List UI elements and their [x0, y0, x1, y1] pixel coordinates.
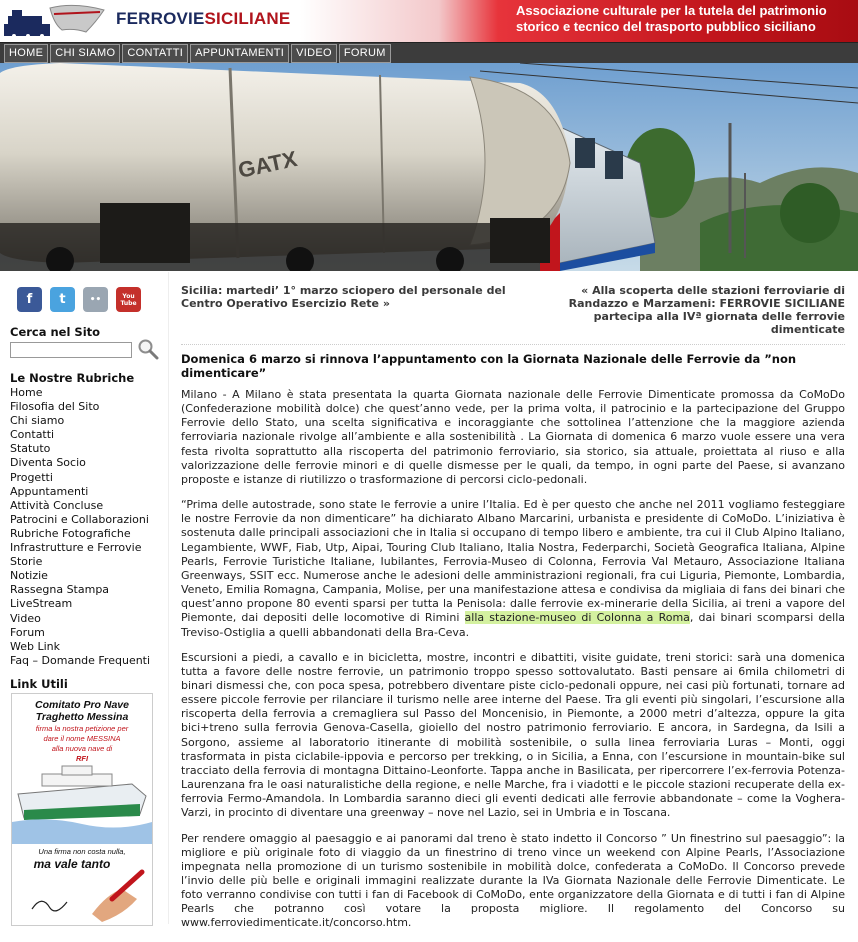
traghetto-messina-banner[interactable] [11, 693, 153, 926]
tagline-line2: storico e tecnico del trasporto pubblico siciliano [516, 19, 816, 34]
rubrica-link[interactable]: Forum [10, 625, 45, 639]
rubrica-link[interactable]: Faq – Domande Frequenti [10, 653, 151, 667]
divider [181, 344, 845, 345]
previous-post-link[interactable]: Sicilia: martedi’ 1° marzo sciopero del personale del Centro Operativo Esercizio Rete » [181, 284, 506, 310]
ad-slogan-1: Una firma non costa nulla, [38, 847, 126, 856]
rubrica-link[interactable]: Contatti [10, 428, 55, 442]
rubrica-link[interactable]: Diventa Socio [10, 456, 86, 470]
nav-home[interactable]: HOME [4, 44, 48, 63]
ad-slogan-2: ma vale tanto [33, 857, 111, 871]
search-icon[interactable] [137, 338, 159, 360]
nav-video[interactable]: VIDEO [291, 44, 337, 63]
rubrica-link[interactable]: Rubriche Fotografiche [10, 526, 131, 540]
flickr-icon[interactable]: •• [83, 287, 108, 312]
rubrica-link[interactable]: Home [10, 386, 43, 399]
logo-part2: SICILIANE [204, 9, 291, 28]
ad-title-2: Traghetto Messina [35, 711, 129, 723]
header-fade [300, 0, 498, 42]
nav-appuntamenti[interactable]: APPUNTAMENTI [190, 44, 289, 63]
rubrica-link[interactable]: Storie [10, 555, 43, 569]
site-logo[interactable] [0, 0, 300, 42]
rubrica-link[interactable]: Rassegna Stampa [10, 583, 110, 597]
nav-contatti[interactable]: CONTATTI [122, 44, 188, 63]
main-content [168, 272, 858, 930]
link-utili-heading: Link Utili [10, 677, 68, 691]
tank-wagon-train-image [0, 63, 858, 271]
article-paragraph: Milano - A Milano è stata presentata la quarta Giornata nazionale delle Ferrovie Dimenticate promossa da CoMoDo (Confederazione mobilità dolce) che quest’anno vede, per la prima volta, il patrocinio e la partecipazione del Gruppo Ferrovie dello Stato, una scelta significativa e incoraggiante che sottolinea l’attenzione che la maggiore azienda ferroviaria nazionale rivolge all’ambiente e alla sostenibilità . La Giornata di domenica 6 marzo vuole essere una vera festa rivolta soprattutto alla riscoperta del patrimonio ferroviario, sia storico, sia attuale, proiettata al riuso e alla valorizzazione delle ferrovie minori e di quelle dismesse per le quali, da tempo, in ogni parte del Paese, si avanzano proposte e istanze di riutilizzo o trasformazione di percorsi ciclo-pedonali. [181, 388, 845, 486]
tagline-line1: Associazione culturale per la tutela del patrimonio [516, 3, 827, 18]
ad-sub-1: firma la nostra petizione per [35, 724, 129, 733]
header-tagline-banner [498, 0, 858, 42]
rubrica-link[interactable]: LiveStream [10, 597, 73, 611]
rubrica-link[interactable]: Chi siamo [10, 414, 65, 428]
rubriche-heading: Le Nostre Rubriche [10, 371, 135, 385]
rubrica-link[interactable]: Filosofia del Sito [10, 400, 100, 414]
ad-title-1: Comitato Pro Nave [35, 699, 129, 711]
rubrica-link[interactable]: Notizie [10, 569, 48, 583]
ad-sub-3: alla nuova nave di [51, 744, 113, 753]
facebook-icon[interactable]: f [17, 287, 42, 312]
rubrica-link[interactable]: Appuntamenti [10, 484, 89, 498]
rubrica-link[interactable]: Web Link [10, 639, 61, 653]
nav-chi-siamo[interactable]: CHI SIAMO [50, 44, 120, 63]
sicily-train-logo-icon [4, 2, 112, 38]
social-icons [17, 287, 141, 312]
main-navigation [0, 42, 858, 63]
rubrica-link[interactable]: Progetti [10, 470, 53, 484]
rubrica-link[interactable]: Infrastrutture e Ferrovie [10, 541, 142, 555]
rubriche-list [10, 386, 150, 668]
left-sidebar [0, 272, 166, 924]
nav-forum[interactable]: FORUM [339, 44, 391, 63]
paragraph-text: “Prima delle autostrade, sono state le ferrovie a unire l’Italia. Ed è per questo che anche nel 2011 vogliamo festeggiare le nostre Ferrovie da non dimenticare” ha dichiarato Albano Marcarini, urbanista e presidente di CoMoDo. L’iniziativa è sostenuta dalle principali associazioni che in Italia si occupano di tempo libero e ambiente, tra cui il Club Alpino Italiano, Legambiente, WWF, Fiab, Utp, Aipai, Touring Club Italiano, Italia Nostra, Federparchi, Società Geografica Italiana, Alpine Pearls, Ferrovie Turistiche Italiane, Iubilantes, Ferrovia-Museo di Colonna, Ferrovia Val Metauro, Associazione Italiana Greenways, SSIT ecc. Numerose anche le adesioni delle amministrazioni regionali, fra cui Liguria, Piemonte, Lombardia, Veneto, Emilia Romagna, Campania, Molise, per una manifestazione attesa e condivisa da migliaia di fans dei binari che quest’anno propone 80 eventi sparsi per tutta la Penisola: dalle ferrovie ex-minerarie della Sicilia, ai treni a vapore del Piemonte, dai depositi delle locomotive di Rimini [181, 498, 845, 625]
article-paragraph: Per rendere omaggio al paesaggio e ai panorami dal treno è stato indetto il Concorso ” Un finestrino sul paesaggio”: la migliore e più originale foto di viaggio da un finestrino di treno vince un weekend con Alpine Pearls, l’Associazione impegnata nella promozione di un turismo sostenibile in mobilità dolce, confederata a CoMoDo. Il Concorso prevede l’invio delle più belle e originali immagini realizzate durante la IVa Giornata Nazionale delle Ferrovie Dimenticate. Le foto verranno condivise con tutti i fan di Facebook di CoMoDo, ente organizzatore della Giornata e di tutti i fan di Alpine Pearls che potranno così votare la proposta migliore. Il regolamento del Concorso su www.ferroviedimenticate.it/concorso.htm. [181, 831, 845, 930]
rubrica-link[interactable]: Statuto [10, 442, 51, 456]
article-paragraph [181, 498, 845, 640]
highlighted-text: alla stazione-museo di Colonna a Roma [464, 611, 690, 625]
article-title: Domenica 6 marzo si rinnova l’appuntamento con la Giornata Nazionale delle Ferrovie da ”non dimenticare” [181, 352, 797, 380]
ad-sub-4: RFI [75, 754, 89, 763]
article-paragraph: Escursioni a piedi, a cavallo e in bicicletta, mostre, incontri e dibattiti, visite guidate, treni storici: sarà una domenica tutta a favore delle nostre ferrovie, un patrimonio troppo spesso sottovalutato. Basti pensare ai 6mila chilometri di binari dismessi che, con poca spesa, potrebbero diventare piste ciclo-pedonali oppure, nei casi più fortunati, tornare ad essere piccole ferrovie per rilanciare il turismo nelle aree interne del Paese. Tra gli eventi più singolari, l’escursione alla riscoperta della ferrovia a cremagliera sul Passo del Moncenisio, in Piemonte, a 2000 metri d’altezza, oppure la gita bici+treno sulla ferrovia Genova-Casella, gioiello del nostro patrimonio ferroviario. E ancora, in Sardegna, da Isili a Sorgono, assieme al laboratorio itinerante di mobilità sostenibile, o sulla linea ferroviaria Luras – Monti, oggi trasformata in pista ciclabile-ippovia e percorso per trekking, o in Sicilia, a Enna, con l’escursione in mountain-bike sul tracciato della ferrovia di montagna Dittaino-Leonforte. Tappa anche in Basilicata, per ripercorrere l’ex-ferrovia Potenza-Laurenzana fra le oasi naturalistiche della regione, e nelle Marche, fra i viadotti e le piccole stazioni recuperate della ex-ferrovia Fermo-Amandola. In Lombardia saranno dieci gli eventi dedicati alle ferrovie abbandonate – come la Voghera-Varzi, in procinto di diventare una greenway – nove nel Lazio, sei in Umbria e in Toscana. [181, 650, 845, 820]
next-post-link[interactable]: « Alla scoperta delle stazioni ferroviarie di Randazzo e Marzameni: FERROVIE SICILIANE partecipa alla IVª giornata delle ferrovie dimenticate [568, 284, 845, 336]
search-input[interactable] [10, 342, 132, 358]
hero-train-photo [0, 63, 858, 271]
youtube-icon[interactable]: You Tube [116, 287, 141, 312]
rubrica-link[interactable]: Video [10, 611, 41, 625]
article-body [181, 388, 845, 942]
search-heading: Cerca nel Sito [10, 325, 101, 339]
petition-banner-graphic [12, 694, 152, 925]
wagon-marking: GATX [235, 146, 300, 183]
paragraph-text: , dai binari scomparsi della Treviso-Ostiglia a quelli abbandonati della Bra-Ceva. [181, 611, 846, 639]
ad-sub-2: dare il nome MESSINA [43, 734, 121, 743]
site-header [0, 0, 858, 42]
rubrica-link[interactable]: Patrocini e Collaborazioni [10, 512, 149, 526]
site-name [116, 9, 290, 29]
twitter-icon[interactable]: t [50, 287, 75, 312]
rubrica-link[interactable]: Attività Concluse [10, 498, 104, 512]
logo-part1: FERROVIE [116, 9, 205, 28]
